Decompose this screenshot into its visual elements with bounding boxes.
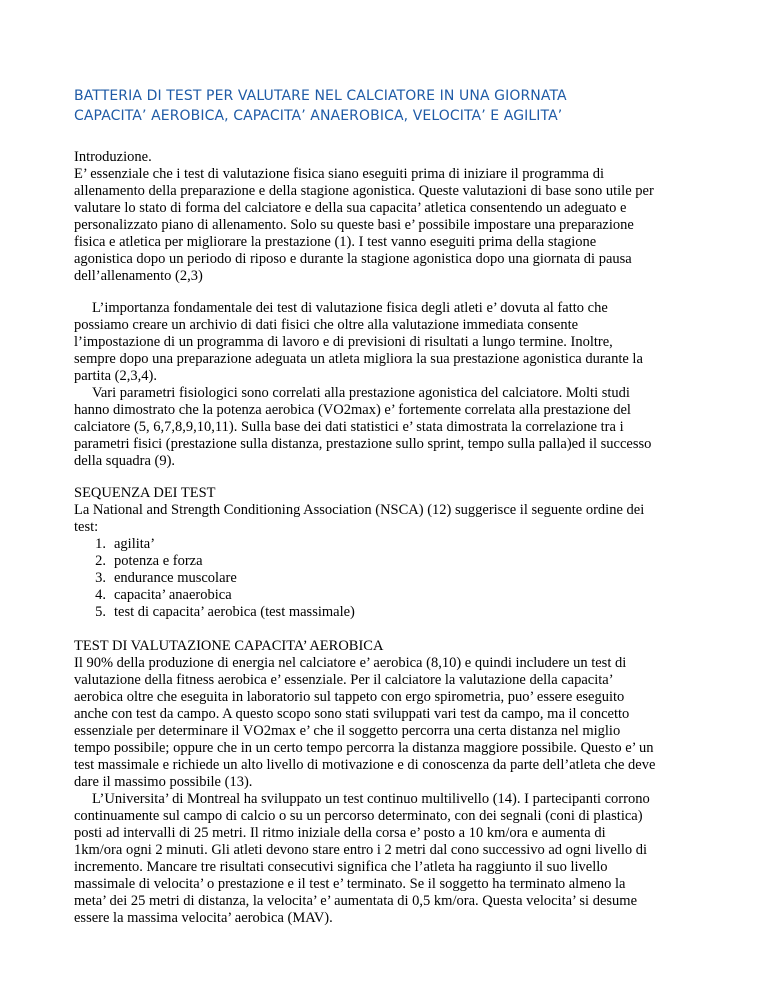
paragraph-line: valutazione della fitness aerobica e’ essenziale. Per il calciatore la valutazione della capacita’: [74, 672, 614, 688]
paragraph-line: sempre dopo una preparazione adeguata un atleta migliora la sua prestazione agonistica durante la: [74, 351, 643, 367]
paragraph-line: tempo possibile; oppure che in un certo tempo percorra la distanza maggiore possibile. Questo e’ un: [74, 740, 654, 756]
paragraph-line: essere la massima velocita’ aerobica (MAV).: [74, 910, 333, 926]
list-item: 2. potenza e forza: [95, 553, 203, 569]
paragraph-line: test massimale e richiede un alto livello di motivazione e di conoscenza da parte dell’atleta che deve: [74, 757, 656, 773]
paragraph-line: posti ad intervalli di 25 metri. Il ritmo iniziale della corsa e’ posto a 10 km/ora e aumenta di: [74, 825, 606, 841]
test-order-list: [74, 536, 674, 621]
intro-line: agonistica dopo un periodo di riposo e durante la stagione agonistica dopo una giornata di pausa: [74, 251, 632, 267]
paragraph-line: aerobica oltre che eseguita in laboratorio sul tappeto con ergo spirometria, puo’ essere eseguito: [74, 689, 625, 705]
paragraph-line: 1km/ora ogni 2 minuti. Gli atleti devono stare entro i 2 metri dal cono successivo ad ogni livello di: [74, 842, 648, 858]
intro-line: personalizzato piano di allenamento. Solo su queste basi e’ possibile impostare una preparazione: [74, 217, 634, 233]
title-line-1: BATTERIA DI TEST PER VALUTARE NEL CALCIATORE IN UNA GIORNATA: [74, 88, 567, 104]
intro-line: fisica e atletica per migliorare la prestazione (1). I test vanno eseguiti prima della stagione: [74, 234, 597, 250]
list-item: 1. agilita’: [95, 536, 156, 552]
list-item: 5. test di capacita’ aerobica (test massimale): [95, 604, 355, 620]
paragraph-line: L’importanza fondamentale dei test di valutazione fisica degli atleti e’ dovuta al fatto che: [92, 300, 608, 316]
list-item: 4. capacita’ anaerobica: [95, 587, 232, 603]
paragraph-line: essenziale per determinare il VO2max e’ che il soggetto percorra una certa distanza nel miglio: [74, 723, 621, 739]
paragraph-line: La National and Strength Conditioning Association (NSCA) (12) suggerisce il seguente ordine dei: [74, 502, 645, 518]
list-item: 3. endurance muscolare: [95, 570, 237, 586]
paragraph-line: partita (2,3,4).: [74, 368, 157, 384]
paragraph-line: meta’ dei 25 metri di distanza, la velocita’ e’ aumentata di 0,5 km/ora. Questa velocita’ si desume: [74, 893, 638, 909]
sequenza-section: [74, 485, 714, 536]
paragraph-line: anche con test da campo. A questo scopo sono stati sviluppati vari test da campo, ma il concetto: [74, 706, 630, 722]
paragraph-line: parametri fisici (prestazione sulla distanza, prestazione sullo sprint, tempo sulla palla)ed il successo: [74, 436, 652, 452]
section-heading: SEQUENZA DEI TEST: [74, 485, 216, 501]
importance-paragraph: [74, 300, 714, 470]
intro-section: [74, 149, 714, 285]
paragraph-line: dare il massimo possibile (13).: [74, 774, 253, 790]
paragraph-line: massimale di velocita’ o prestazione e il test e’ terminato. Se il soggetto ha terminato almeno la: [74, 876, 626, 892]
paragraph-line: possiamo creare un archivio di dati fisici che oltre alla valutazione immediata consente: [74, 317, 579, 333]
intro-line: allenamento della preparazione e della stagione agonistica. Queste valutazioni di base sono utile per: [74, 183, 654, 199]
section-heading: TEST DI VALUTAZIONE CAPACITA’ AEROBICA: [74, 638, 384, 654]
paragraph-line: hanno dimostrato che la potenza aerobica (VO2max) e’ fortemente correlata alla prestazione del: [74, 402, 631, 418]
intro-heading: Introduzione.: [74, 149, 152, 165]
paragraph-line: della squadra (9).: [74, 453, 176, 469]
paragraph-line: test:: [74, 519, 99, 535]
title-line-2: CAPACITA’ AEROBICA, CAPACITA’ ANAEROBICA, VELOCITA’ E AGILITA’: [74, 108, 563, 124]
paragraph-line: l’impostazione di un programma di lavoro e di previsioni di risultati a lungo termine. Inoltre,: [74, 334, 613, 350]
paragraph-line: calciatore (5, 6,7,8,9,10,11). Sulla base dei dati statistici e’ stata dimostrata la correlazione tra i: [74, 419, 624, 435]
intro-line: E’ essenziale che i test di valutazione fisica siano eseguiti prima di iniziare il programma di: [74, 166, 605, 182]
paragraph-line: Vari parametri fisiologici sono correlati alla prestazione agonistica del calciatore. Molti studi: [92, 385, 630, 401]
paragraph-line: incremento. Mancare tre risultati consecutivi significa che l’atleta ha raggiunto il suo livello: [74, 859, 608, 875]
intro-line: valutare lo stato di forma del calciatore e della sua capacita’ atletica consentendo un adeguato e: [74, 200, 627, 216]
paragraph-line: Il 90% della produzione di energia nel calciatore e’ aerobica (8,10) e quindi includere un test di: [74, 655, 627, 671]
intro-line: dell’allenamento (2,3): [74, 268, 203, 284]
aerobica-section: [74, 638, 714, 927]
document-title: [74, 86, 714, 126]
paragraph-line: continuamente sul campo di calcio o su un percorso determinato, con dei segnali (coni di plastica): [74, 808, 643, 824]
paragraph-line: L’Universita’ di Montreal ha sviluppato un test continuo multilivello (14). I partecipanti corrono: [92, 791, 650, 807]
